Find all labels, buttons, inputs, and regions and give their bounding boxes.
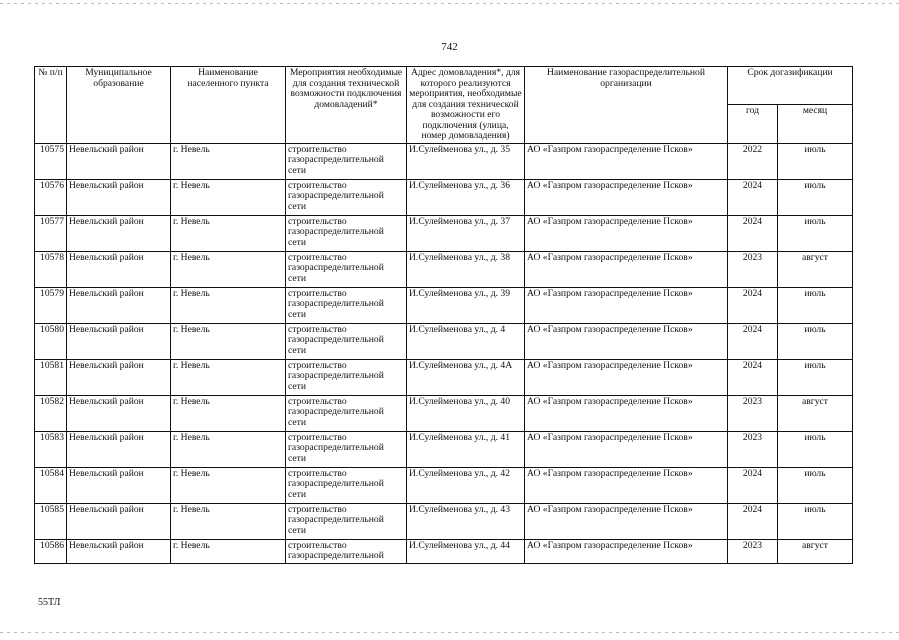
row-address: И.Сулейменова ул., д. 4А: [407, 359, 525, 395]
row-organization: АО «Газпром газораспределение Псков»: [525, 467, 728, 503]
row-address: И.Сулейменова ул., д. 39: [407, 287, 525, 323]
table-row: [35, 251, 853, 287]
row-municipality: Невельский район: [67, 395, 171, 431]
row-organization: АО «Газпром газораспределение Псков»: [525, 143, 728, 179]
row-municipality: Невельский район: [67, 251, 171, 287]
row-municipality: Невельский район: [67, 143, 171, 179]
row-num: 10584: [35, 467, 67, 503]
row-municipality: Невельский район: [67, 539, 171, 563]
row-num: 10580: [35, 323, 67, 359]
row-address: И.Сулейменова ул., д. 36: [407, 179, 525, 215]
row-address: И.Сулейменова ул., д. 37: [407, 215, 525, 251]
row-year: 2022: [728, 143, 778, 179]
row-organization: АО «Газпром газораспределение Псков»: [525, 395, 728, 431]
row-measure: строительство газораспределительной сети: [286, 359, 407, 395]
row-municipality: Невельский район: [67, 467, 171, 503]
row-address: И.Сулейменова ул., д. 44: [407, 539, 525, 563]
header-municipality: Муниципальное образование: [67, 67, 171, 144]
row-measure: строительство газораспределительной сети: [286, 503, 407, 539]
row-year: 2024: [728, 287, 778, 323]
row-month: август: [778, 539, 853, 563]
header-organization: Наименование газораспределительной организации: [525, 67, 728, 144]
row-settlement: г. Невель: [171, 251, 286, 287]
table-row: [35, 179, 853, 215]
row-measure: строительство газораспределительной сети: [286, 287, 407, 323]
row-num: 10577: [35, 215, 67, 251]
row-num: 10576: [35, 179, 67, 215]
header-address: Адрес домовладения*, для которого реализуются мероприятия, необходимые для создания технической возможности его подключения (улица, номер домовладения): [407, 67, 525, 144]
row-num: 10585: [35, 503, 67, 539]
row-month: июль: [778, 179, 853, 215]
row-address: И.Сулейменова ул., д. 43: [407, 503, 525, 539]
row-settlement: г. Невель: [171, 539, 286, 563]
row-month: июль: [778, 287, 853, 323]
row-year: 2024: [728, 215, 778, 251]
row-municipality: Невельский район: [67, 287, 171, 323]
row-measure: строительство газораспределительной сети: [286, 323, 407, 359]
row-measure: строительство газораспределительной сети: [286, 395, 407, 431]
row-num: 10581: [35, 359, 67, 395]
row-month: август: [778, 395, 853, 431]
row-measure: строительство газораспределительной сети: [286, 143, 407, 179]
row-year: 2024: [728, 359, 778, 395]
row-municipality: Невельский район: [67, 503, 171, 539]
row-measure: строительство газораспределительной сети: [286, 431, 407, 467]
row-settlement: г. Невель: [171, 431, 286, 467]
row-municipality: Невельский район: [67, 359, 171, 395]
row-address: И.Сулейменова ул., д. 4: [407, 323, 525, 359]
row-organization: АО «Газпром газораспределение Псков»: [525, 503, 728, 539]
row-month: август: [778, 251, 853, 287]
row-municipality: Невельский район: [67, 179, 171, 215]
row-organization: АО «Газпром газораспределение Псков»: [525, 323, 728, 359]
row-organization: АО «Газпром газораспределение Псков»: [525, 215, 728, 251]
row-year: 2024: [728, 323, 778, 359]
scan-edge-top: [0, 3, 899, 4]
row-measure: строительство газораспределительной сети: [286, 467, 407, 503]
row-num: 10575: [35, 143, 67, 179]
gasification-table: [34, 66, 853, 564]
row-organization: АО «Газпром газораспределение Псков»: [525, 359, 728, 395]
header-measures: Мероприятия необходимые для создания технической возможности подключения домовладений*: [286, 67, 407, 144]
row-measure: строительство газораспределительной сети: [286, 215, 407, 251]
row-num: 10582: [35, 395, 67, 431]
row-month: июль: [778, 503, 853, 539]
row-settlement: г. Невель: [171, 143, 286, 179]
header-num: № п/п: [35, 67, 67, 144]
row-num: 10583: [35, 431, 67, 467]
row-num: 10579: [35, 287, 67, 323]
row-month: июль: [778, 323, 853, 359]
header-settlement: Наименование населенного пункта: [171, 67, 286, 144]
row-organization: АО «Газпром газораспределение Псков»: [525, 431, 728, 467]
header-year: год: [728, 105, 778, 143]
row-year: 2023: [728, 251, 778, 287]
row-year: 2024: [728, 179, 778, 215]
table-row: [35, 395, 853, 431]
header-month: месяц: [778, 105, 853, 143]
table-row: [35, 287, 853, 323]
row-settlement: г. Невель: [171, 323, 286, 359]
row-address: И.Сулейменова ул., д. 41: [407, 431, 525, 467]
page-number: 742: [441, 41, 458, 53]
row-measure: строительство газораспределительной: [286, 539, 407, 563]
row-municipality: Невельский район: [67, 431, 171, 467]
row-address: И.Сулейменова ул., д. 42: [407, 467, 525, 503]
row-year: 2023: [728, 539, 778, 563]
row-municipality: Невельский район: [67, 215, 171, 251]
row-settlement: г. Невель: [171, 215, 286, 251]
row-measure: строительство газораспределительной сети: [286, 251, 407, 287]
table-row: [35, 359, 853, 395]
row-num: 10578: [35, 251, 67, 287]
row-month: июль: [778, 431, 853, 467]
row-month: июль: [778, 215, 853, 251]
row-settlement: г. Невель: [171, 395, 286, 431]
header-term: Срок догазификации: [728, 67, 853, 105]
row-organization: АО «Газпром газораспределение Псков»: [525, 251, 728, 287]
row-settlement: г. Невель: [171, 467, 286, 503]
row-year: 2023: [728, 431, 778, 467]
row-settlement: г. Невель: [171, 503, 286, 539]
row-address: И.Сулейменова ул., д. 40: [407, 395, 525, 431]
row-settlement: г. Невель: [171, 359, 286, 395]
footer-code: 55ТЛ: [38, 597, 61, 608]
table-row: [35, 143, 853, 179]
table-row: [35, 323, 853, 359]
row-address: И.Сулейменова ул., д. 38: [407, 251, 525, 287]
row-month: июль: [778, 143, 853, 179]
table-row: [35, 215, 853, 251]
row-organization: АО «Газпром газораспределение Псков»: [525, 287, 728, 323]
table-row: [35, 503, 853, 539]
row-year: 2024: [728, 467, 778, 503]
row-measure: строительство газораспределительной сети: [286, 179, 407, 215]
scan-edge-bottom: [0, 632, 899, 633]
row-settlement: г. Невель: [171, 179, 286, 215]
row-address: И.Сулейменова ул., д. 35: [407, 143, 525, 179]
row-year: 2024: [728, 503, 778, 539]
table-row: [35, 431, 853, 467]
row-num: 10586: [35, 539, 67, 563]
row-month: июль: [778, 359, 853, 395]
row-month: июль: [778, 467, 853, 503]
row-organization: АО «Газпром газораспределение Псков»: [525, 539, 728, 563]
row-settlement: г. Невель: [171, 287, 286, 323]
row-municipality: Невельский район: [67, 323, 171, 359]
table-row: [35, 539, 853, 563]
table-row: [35, 467, 853, 503]
row-year: 2023: [728, 395, 778, 431]
row-organization: АО «Газпром газораспределение Псков»: [525, 179, 728, 215]
